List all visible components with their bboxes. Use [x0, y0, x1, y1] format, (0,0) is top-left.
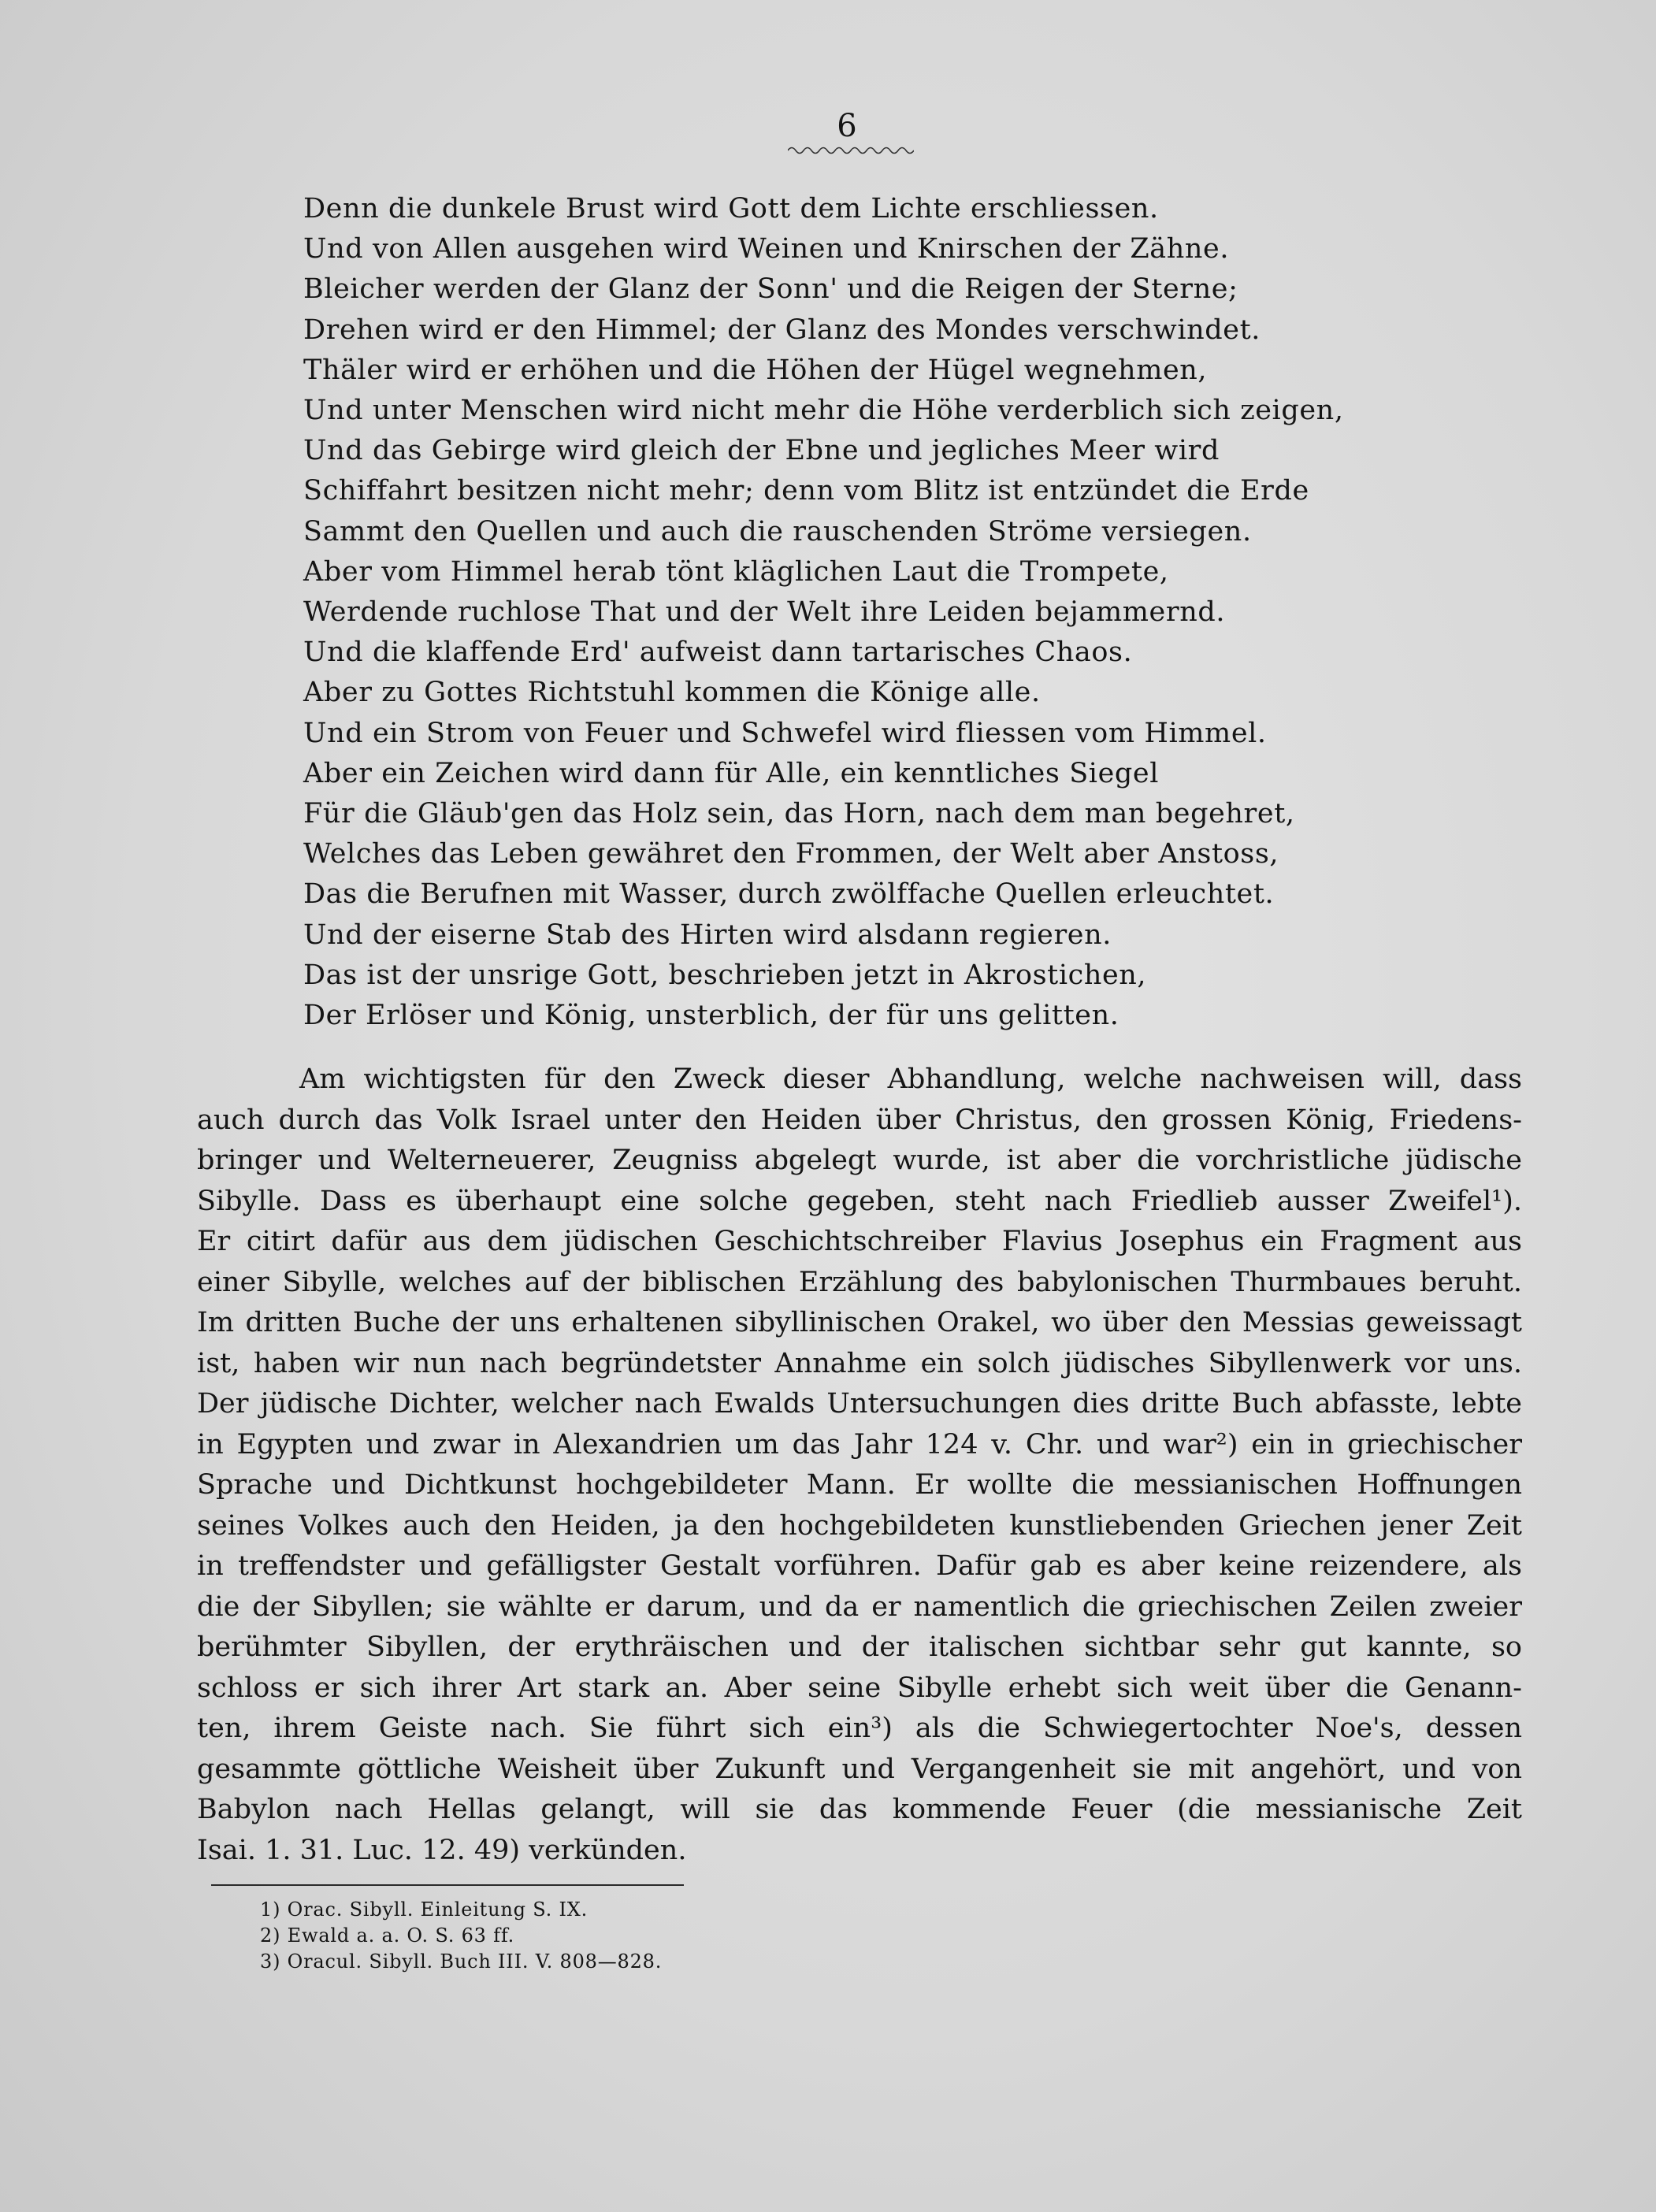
prose-line: auch durch das Volk Israel unter den Heiden über Christus, den grossen König, Friedens- — [197, 1104, 1522, 1136]
verse-line: Aber ein Zeichen wird dann für Alle, ein kenntliches Siegel — [303, 757, 1160, 789]
prose-paragraph — [197, 1060, 1522, 1871]
prose-line: Im dritten Buche der uns erhaltenen sibyllinischen Orakel, wo über den Messias geweissagt — [197, 1307, 1522, 1338]
prose-line: einer Sibylle, welches auf der biblischen Erzählung des babylonischen Thurmbaues beruht. — [197, 1266, 1522, 1298]
prose-line: die der Sibyllen; sie wählte er darum, und da er namentlich die griechischen Zeilen zweier — [197, 1590, 1522, 1623]
prose-line: Isai. 1. 31. Luc. 12. 49) verkünden. — [197, 1834, 687, 1866]
prose-line: in treffendster und gefälligster Gestalt vorführen. Dafür gab es aber keine reizendere, als — [197, 1550, 1522, 1582]
page-number: 6 — [837, 108, 857, 144]
prose-line: schloss er sich ihrer Art stark an. Aber seine Sibylle erhebt sich weit über die Genann- — [197, 1672, 1522, 1704]
verse-line: Für die Gläub'gen das Holz sein, das Horn, nach dem man begehret, — [303, 798, 1295, 830]
wavy-ornament — [788, 143, 914, 158]
footnote: 3) Oracul. Sibyll. Buch III. V. 808—828. — [260, 1950, 663, 1973]
verse-line: Werdende ruchlose That und der Welt ihre Leiden bejammernd. — [303, 596, 1226, 629]
prose-line: in Egypten und zwar in Alexandrien um das Jahr 124 v. Chr. und war²) ein in griechischer — [197, 1428, 1522, 1460]
footnotes — [260, 1897, 662, 1975]
verse-line: Denn die dunkele Brust wird Gott dem Lichte erschliessen. — [303, 193, 1159, 225]
prose-line: Babylon nach Hellas gelangt, will sie das kommende Feuer (die messianische Zeit — [197, 1794, 1522, 1825]
verse-line: Sammt den Quellen und auch die rauschenden Ströme versiegen. — [303, 515, 1252, 547]
prose-line: bringer und Welterneuerer, Zeugniss abgelegt wurde, ist aber die vorchristliche jüdische — [197, 1145, 1522, 1176]
verse-line: Aber vom Himmel herab tönt kläglichen Laut die Trompete, — [303, 555, 1169, 588]
footnote: 2) Ewald a. a. O. S. 63 ff. — [260, 1924, 515, 1947]
prose-line: berühmter Sibyllen, der erythräischen und der italischen sichtbar sehr gut kannte, so — [197, 1631, 1522, 1663]
prose-line: seines Volkes auch den Heiden, ja den hochgebildeten kunstliebenden Griechen jener Zeit — [197, 1509, 1522, 1542]
verse-line: Und das Gebirge wird gleich der Ebne und jegliches Meer wird — [303, 435, 1220, 467]
prose-line: ten, ihrem Geiste nach. Sie führt sich ein³) als die Schwiegertochter Noe's, dessen — [197, 1713, 1522, 1744]
verse-line: Und der eiserne Stab des Hirten wird alsdann regieren. — [303, 919, 1112, 951]
prose-line: Sprache und Dichtkunst hochgebildeter Mann. Er wollte die messianischen Hoffnungen — [197, 1469, 1522, 1501]
footnote: 1) Orac. Sibyll. Einleitung S. IX. — [260, 1898, 589, 1921]
footnote-divider — [211, 1884, 684, 1886]
verse-line: Aber zu Gottes Richtstuhl kommen die Könige alle. — [303, 677, 1041, 709]
verse-line: Thäler wird er erhöhen und die Höhen der Hügel wegnehmen, — [303, 354, 1208, 386]
prose-line: gesammte göttliche Weisheit über Zukunft und Vergangenheit sie mit angehört, und von — [197, 1753, 1522, 1785]
verse-line: Bleicher werden der Glanz der Sonn' und die Reigen der Sterne; — [303, 273, 1238, 306]
verse-line: Und ein Strom von Feuer und Schwefel wird fliessen vom Himmel. — [303, 717, 1267, 749]
prose-line: Sibylle. Dass es überhaupt eine solche gegeben, steht nach Friedlieb ausser Zweifel¹). — [197, 1185, 1522, 1217]
prose-line: Der jüdische Dichter, welcher nach Ewalds Untersuchungen dies dritte Buch abfasste, lebte — [197, 1388, 1522, 1420]
prose-line: ist, haben wir nun nach begründetster Annahme ein solch jüdisches Sibyllenwerk vor uns. — [197, 1347, 1522, 1379]
verse-block — [303, 189, 1406, 1036]
verse-line: Und von Allen ausgehen wird Weinen und Knirschen der Zähne. — [303, 233, 1230, 265]
verse-line: Welches das Leben gewähret den Frommen, der Welt aber Anstoss, — [303, 838, 1279, 870]
verse-line: Und unter Menschen wird nicht mehr die Höhe verderblich sich zeigen, — [303, 395, 1344, 427]
verse-line: Schiffahrt besitzen nicht mehr; denn vom Blitz ist entzündet die Erde — [303, 475, 1309, 507]
prose-line: Am wichtigsten für den Zweck dieser Abhandlung, welche nachweisen will, dass — [299, 1063, 1522, 1095]
verse-line: Drehen wird er den Himmel; der Glanz des Mondes verschwindet. — [303, 314, 1261, 346]
verse-line: Das ist der unsrige Gott, beschrieben jetzt in Akrostichen, — [303, 959, 1147, 991]
verse-line: Das die Berufnen mit Wasser, durch zwölffache Quellen erleuchtet. — [303, 878, 1275, 911]
verse-line: Der Erlöser und König, unsterblich, der für uns gelitten. — [303, 1000, 1119, 1032]
prose-line: Er citirt dafür aus dem jüdischen Geschichtschreiber Flavius Josephus ein Fragment aus — [197, 1226, 1522, 1257]
verse-line: Und die klaffende Erd' aufweist dann tartarisches Chaos. — [303, 637, 1133, 669]
